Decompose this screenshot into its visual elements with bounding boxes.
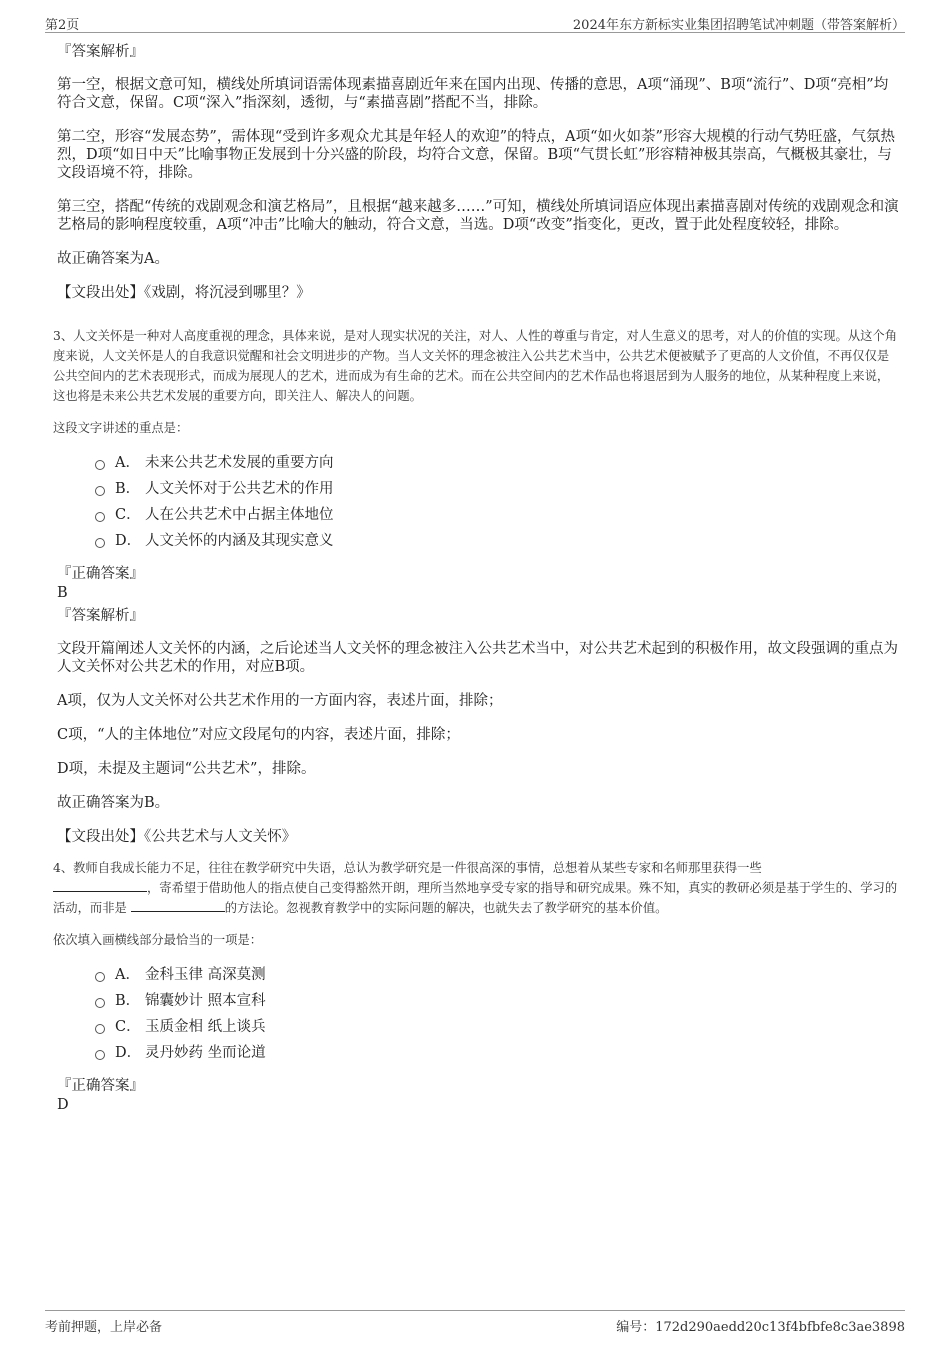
page-footer <box>45 1310 905 1333</box>
q3-option-c[interactable]: C． 人在公共艺术中占据主体地位 <box>95 502 900 528</box>
q2-conclusion: 故正确答案为A。 <box>57 251 169 267</box>
q3-answer: B <box>57 585 68 601</box>
radio-icon[interactable] <box>95 972 105 982</box>
q3-source: 【文段出处】《公共艺术与人文关怀》 <box>57 829 297 845</box>
document-body <box>53 38 900 1114</box>
q3-options <box>95 450 900 554</box>
q3-analysis-paragraph: A项，仅为人文关怀对公共艺术作用的一方面内容，表述片面，排除； <box>57 693 503 709</box>
q4-prompt: 依次填入画横线部分最恰当的一项是： <box>53 933 263 947</box>
q3-analysis-paragraph: D项，未提及主题词“公共艺术”，排除。 <box>57 761 316 777</box>
page-header <box>45 12 905 33</box>
q4-answer: D <box>57 1097 69 1113</box>
q3-prompt: 这段文字讲述的重点是： <box>53 421 189 435</box>
fill-blank <box>131 899 225 912</box>
q3-correct-label: 『正确答案』 <box>57 566 144 582</box>
q2-analysis-label: 『答案解析』 <box>57 44 144 60</box>
radio-icon[interactable] <box>95 460 105 470</box>
radio-icon[interactable] <box>95 1050 105 1060</box>
q3-option-a[interactable]: A． 未来公共艺术发展的重要方向 <box>95 450 900 476</box>
q2-source: 【文段出处】《戏剧，将沉浸到哪里？》 <box>57 285 311 301</box>
q3-conclusion: 故正确答案为B。 <box>57 795 170 811</box>
radio-icon[interactable] <box>95 1024 105 1034</box>
document-code: 编号：172d290aedd20c13f4bfbfe8c3ae3898 <box>616 1320 905 1335</box>
fill-blank <box>53 879 147 892</box>
q3-option-d[interactable]: D． 人文关怀的内涵及其现实意义 <box>95 528 900 554</box>
radio-icon[interactable] <box>95 998 105 1008</box>
footer-slogan: 考前押题，上岸必备 <box>45 1320 163 1335</box>
radio-icon[interactable] <box>95 538 105 548</box>
q2-analysis-paragraph: 第二空，形容“发展态势”，需体现“受到许多观众尤其是年轻人的欢迎”的特点，A项“如火如荼”形容大规模的行动气势旺盛，气氛热烈，D项“如日中天”比喻事物正发展到十分兴盛的阶段，均符合文意，保留。B项“气贯长虹”形容精神极其崇高，气概极其豪壮，与文段语境不符，排除。 <box>57 129 895 181</box>
q2-analysis-paragraph: 第三空，搭配“传统的戏剧观念和演艺格局”，且根据“越来越多……”可知，横线处所填词语应体现出素描喜剧对传统的戏剧观念和演艺格局的影响程度较重，A项“冲击”比喻大的触动，符合文意，当选。D项“改变”指变化，更改，置于此处程度较轻，排除。 <box>57 199 899 233</box>
q4-options <box>95 962 900 1066</box>
q4-option-a[interactable]: A． 金科玉律 高深莫测 <box>95 962 900 988</box>
radio-icon[interactable] <box>95 512 105 522</box>
q4-stem: 4、教师自我成长能力不足，往往在教学研究中失语，总认为教学研究是一件很高深的事情，总想着从某些专家和名师那里获得一些 ，寄希望于借助他人的指点使自己变得豁然开朗，理所当然地享受专家的指导和研究成果。殊不知，真实的教研必须是基于学生的、学习的活动，而非是 的方法论。忽视教育教学中的实际问题的解决，也就失去了教学研究的基本价值。 <box>53 861 898 915</box>
q4-option-d[interactable]: D． 灵丹妙药 坐而论道 <box>95 1040 900 1066</box>
q3-stem: 3、人文关怀是一种对人高度重视的理念，具体来说，是对人现实状况的关注，对人、人性的尊重与肯定，对人生意义的思考，对人的价值的实现。从这个角度来说，人文关怀是人的自我意识觉醒和社会文明进步的产物。当人文关怀的理念被注入公共艺术当中，公共艺术便被赋予了更高的人文价值，不再仅仅是公共空间内的艺术表现形式，而成为展现人的艺术，进而成为有生命的艺术。而在公共空间内的艺术作品也将退居到为人服务的地位，从某种程度上来说，这也将是未来公共艺术发展的重要方向，即关注人、解决人的问题。 <box>53 329 898 403</box>
radio-icon[interactable] <box>95 486 105 496</box>
q3-analysis-paragraph: C项，“人的主体地位”对应文段尾句的内容，表述片面，排除； <box>57 727 460 743</box>
q4-correct-label: 『正确答案』 <box>57 1078 144 1094</box>
q4-option-c[interactable]: C． 玉质金相 纸上谈兵 <box>95 1014 900 1040</box>
q3-analysis-label: 『答案解析』 <box>57 608 144 624</box>
page-number: 第2页 <box>45 18 80 33</box>
q3-analysis-paragraph: 文段开篇阐述人文关怀的内涵，之后论述当人文关怀的理念被注入公共艺术当中，对公共艺术起到的积极作用，故文段强调的重点为人文关怀对公共艺术的作用，对应B项。 <box>57 641 898 675</box>
document-title: 2024年东方新标实业集团招聘笔试冲刺题（带答案解析） <box>572 18 905 33</box>
q4-option-b[interactable]: B． 锦囊妙计 照本宣科 <box>95 988 900 1014</box>
q2-analysis-paragraph: 第一空，根据文意可知，横线处所填词语需体现素描喜剧近年来在国内出现、传播的意思，A项“涌现”、B项“流行”、D项“亮相”均符合文意，保留。C项“深入”指深刻，透彻，与“素描喜剧”搭配不当，排除。 <box>57 77 889 111</box>
q3-option-b[interactable]: B． 人文关怀对于公共艺术的作用 <box>95 476 900 502</box>
